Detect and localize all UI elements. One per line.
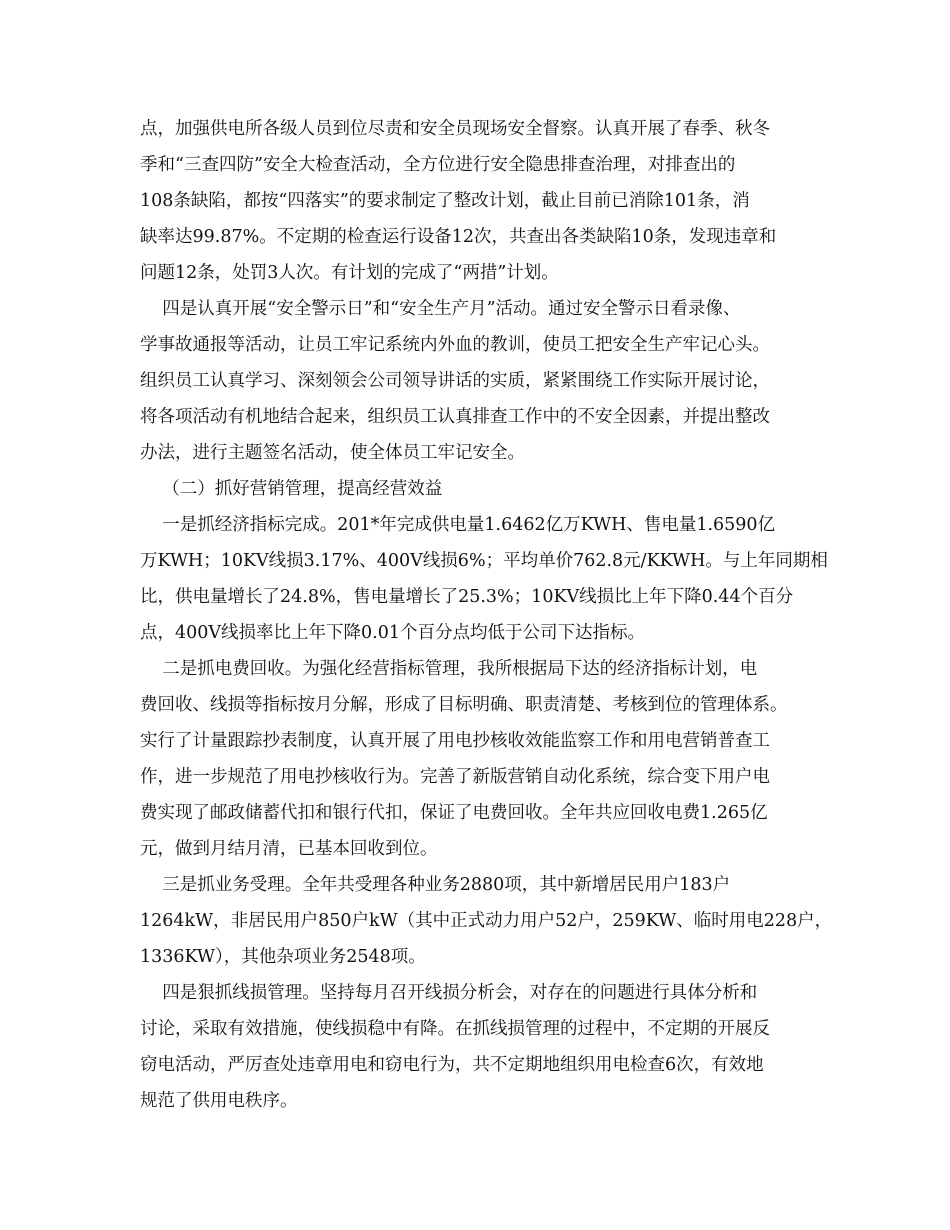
text-line: 问题12条，处罚3人次。有计划的完成了“两措”计划。 [140,263,559,283]
text-line: 季和“三查四防”安全大检查活动，全方位进行安全隐患排查治理，对排查出的 [140,155,736,175]
text-line: 三是抓业务受理。全年共受理各种业务2880项，其中新增居民用户183户 [140,875,731,895]
text-line: 组织员工认真学习、深刻领会公司领导讲话的实质，紧紧围绕工作实际开展讨论， [140,371,770,391]
text-line: 点，加强供电所各级人员到位尽责和安全员现场安全督察。认真开展了春季、秋冬 [140,119,770,139]
text-line: 四是认真开展“安全警示日”和“安全生产月”活动。通过安全警示日看录像、 [140,299,741,319]
text-line: 作，进一步规范了用电抄核收行为。完善了新版营销自动化系统，综合变下用户电 [140,767,770,787]
text-line: 108条缺陷，都按“四落实”的要求制定了整改计划，截止目前已消除101条，消 [140,191,750,211]
text-line: 窃电活动，严厉查处违章用电和窃电行为，共不定期地组织用电检查6次，有效地 [140,1055,764,1075]
text-line: 办法，进行主题签名活动，使全体员工牢记安全。 [140,443,525,463]
section-heading: （二）抓好营销管理，提高经营效益 [140,479,443,499]
text-line: 将各项活动有机地结合起来，组织员工认真排查工作中的不安全因素，并提出整改 [140,407,770,427]
text-line: 二是抓电费回收。为强化经营指标管理，我所根据局下达的经济指标计划，电 [140,659,758,679]
text-line: 一是抓经济指标完成。201*年完成供电量1.6462亿万KWH、售电量1.6590亿 [140,515,776,535]
text-line: 元，做到月结月清，已基本回收到位。 [140,839,438,859]
text-line: 点，400V线损率比上年下降0.01个百分点均低于公司下达指标。 [140,623,646,643]
text-line: 学事故通报等活动，让员工牢记系统内外血的教训，使员工把安全生产牢记心头。 [140,335,770,355]
text-line: 缺率达99.87%。不定期的检查运行设备12次，共查出各类缺陷10条，发现违章和 [140,227,777,247]
text-line: 1336KW），其他杂项业务2548项。 [140,947,426,967]
text-line: 四是狠抓线损管理。坚持每月召开线损分析会，对存在的问题进行具体分析和 [140,983,758,1003]
text-line: 万KWH；10KV线损3.17%、400V线损6%；平均单价762.8元/KKWH。与上年同期相 [140,551,828,571]
text-line: 实行了计量跟踪抄表制度，认真开展了用电抄核收效能监察工作和用电营销普查工 [140,731,770,751]
text-line: 规范了供用电秩序。 [140,1091,298,1111]
text-line: 1264kW，非居民用户850户kW（其中正式动力用户52户，259KW、临时用电228户， [140,911,833,931]
text-line: 讨论，采取有效措施，使线损稳中有降。在抓线损管理的过程中，不定期的开展反 [140,1019,770,1039]
text-line: 费实现了邮政储蓄代扣和银行代扣，保证了电费回收。全年共应回收电费1.265亿 [140,803,768,823]
text-line: 费回收、线损等指标按月分解，形成了目标明确、职责清楚、考核到位的管理体系。 [140,695,788,715]
text-line: 比，供电量增长了24.8%，售电量增长了25.3%；10KV线损比上年下降0.44个百分 [140,587,794,607]
